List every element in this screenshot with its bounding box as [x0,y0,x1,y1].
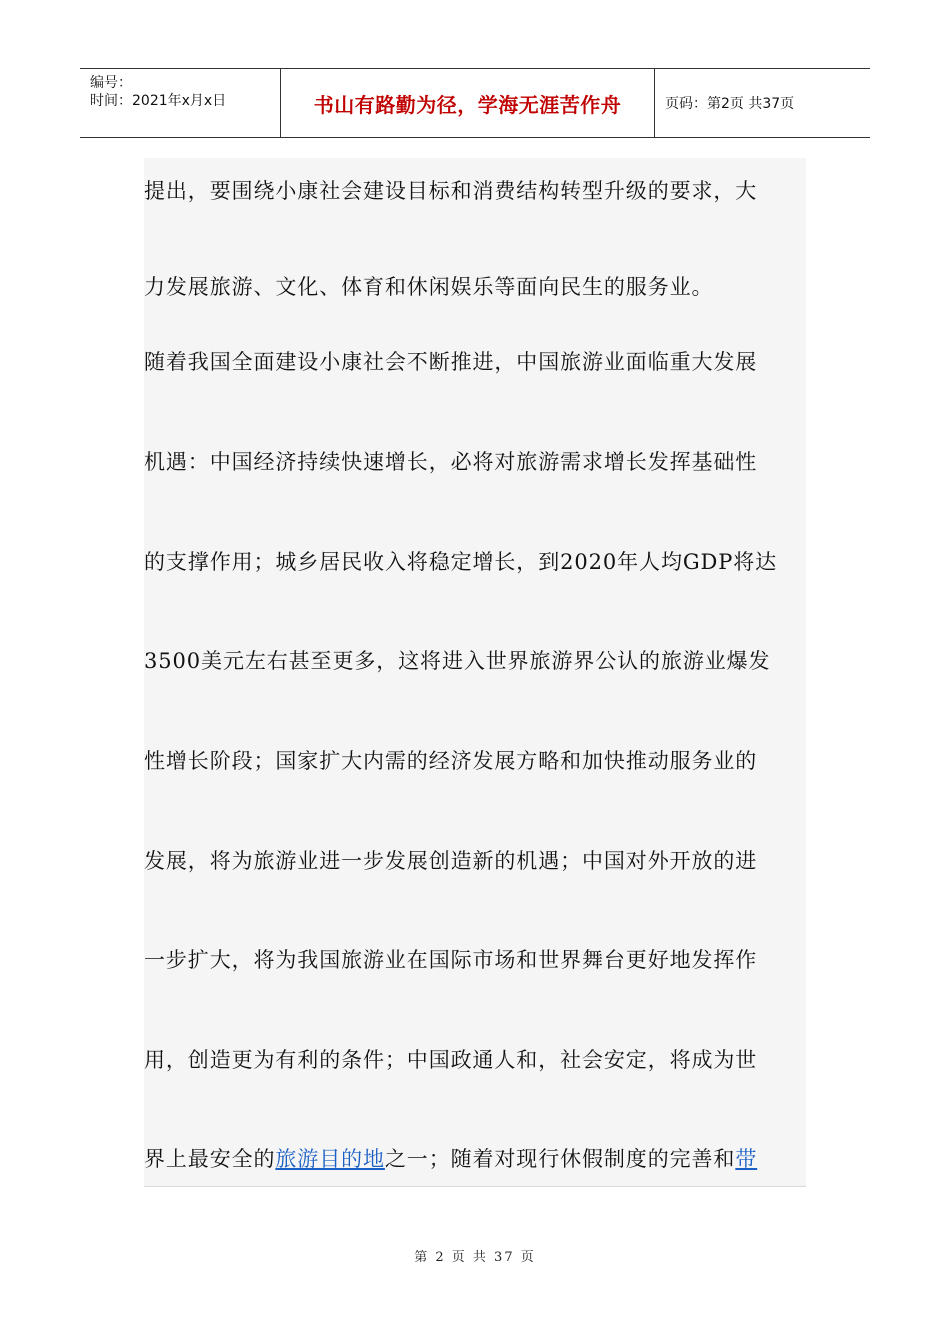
header-motto: 书山有路勤为径，学海无涯苦作舟 [313,92,622,117]
body-line-with-links [144,1143,757,1173]
body-line: 提出，要围绕小康社会建设目标和消费结构转型升级的要求，大 [144,179,758,203]
header-page-cell [655,69,870,137]
body-line: 随着我国全面建设小康社会不断推进，中国旅游业面临重大发展 [144,350,758,374]
body-text-segment: 界上最安全的 [144,1147,276,1171]
body-line: 发展，将为旅游业进一步发展创造新的机遇；中国对外开放的进 [144,849,758,873]
body-line: 力发展旅游、文化、体育和休闲娱乐等面向民生的服务业。 [144,275,714,299]
header-motto-cell [281,69,655,137]
document-body [144,158,806,1187]
tourism-destination-link[interactable]: 旅游目的地 [275,1147,385,1171]
body-line: 的支撑作用；城乡居民收入将稳定增长，到2020年人均GDP将达 [144,550,778,574]
header-meta-cell [80,69,281,137]
body-line: 用，创造更为有利的条件；中国政通人和，社会安定，将成为世 [144,1048,758,1072]
header-number-label: 编号： [90,75,132,91]
header-page-info: 页码：第2页 共37页 [665,96,795,112]
page-header [80,68,870,138]
header-time-label: 时间：2021年x月x日 [90,93,227,109]
continuation-link[interactable]: 带 [735,1147,758,1171]
body-line: 3500美元左右甚至更多，这将进入世界旅游界公认的旅游业爆发 [144,649,771,673]
body-line: 性增长阶段；国家扩大内需的经济发展方略和加快推动服务业的 [144,749,758,773]
body-line: 机遇：中国经济持续快速增长，必将对旅游需求增长发挥基础性 [144,450,758,474]
body-line: 一步扩大，将为我国旅游业在国际市场和世界舞台更好地发挥作 [144,948,758,972]
page-footer: 第 2 页 共 37 页 [414,1250,536,1265]
body-text-segment: 之一；随着对现行休假制度的完善和 [384,1147,736,1171]
